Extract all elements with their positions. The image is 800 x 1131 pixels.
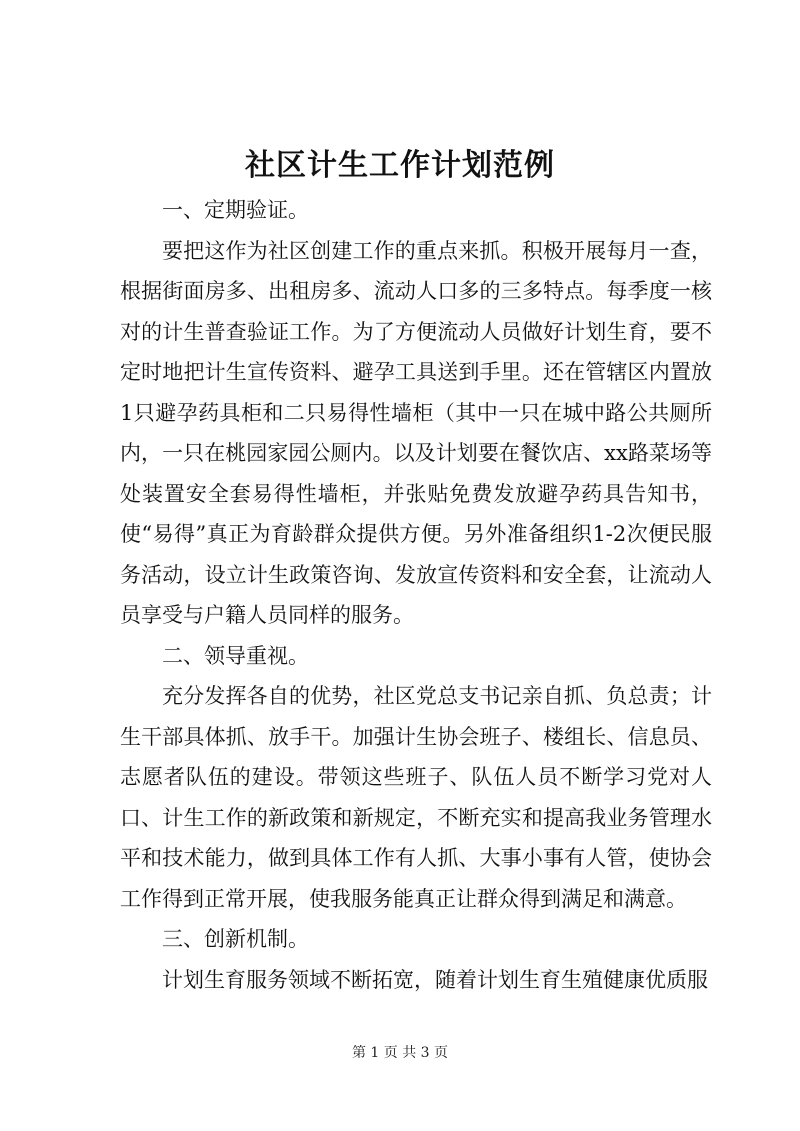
section-heading-1: 一、定期验证。 <box>162 198 309 222</box>
document-title: 社区计生工作计划范例 <box>245 148 555 183</box>
section-heading-3: 三、创新机制。 <box>162 927 309 951</box>
body-paragraph-1: 要把这作为社区创建工作的重点来抓。积极开展每月一查，根据街面房多、出租房多、流动人口多的三多特点。每季度一核对的计生普查验证工作。为了方便流动人员做好计划生育，要不定时地把计生宣传资料、避孕工具送到手里。还在管辖区内置放1只避孕药具柜和二只易得性墙柜（其中一只在城中路公共厕所内，一只在桃园家园公厕内。以及计划要在餐饮店、xx路菜场等处装置安全套易得性墙柜，并张贴免费发放避孕药具告知书，使“易得”真正为育龄群众提供方便。另外准备组织1-2次便民服务活动，设立计生政策咨询、发放宣传资料和安全套，让流动人员享受与户籍人员同样的服务。 <box>120 238 712 627</box>
document-body <box>120 190 712 1000</box>
body-paragraph-2: 充分发挥各自的优势，社区党总支书记亲自抓、负总责；计生干部具体抓、放手干。加强计生协会班子、楼组长、信息员、志愿者队伍的建设。带领这些班子、队伍人员不断学习党对人口、计生工作的新政策和新规定，不断充实和提高我业务管理水平和技术能力，做到具体工作有人抓、大事小事有人管，使协会工作得到正常开展，使我服务能真正让群众得到满足和满意。 <box>120 684 712 911</box>
body-paragraph-3: 计划生育服务领域不断拓宽，随着计划生育生殖健康优质服 <box>162 967 708 992</box>
page-footer: 第 1 页 共 3 页 <box>351 1045 449 1061</box>
section-heading-2: 二、领导重视。 <box>162 643 309 668</box>
